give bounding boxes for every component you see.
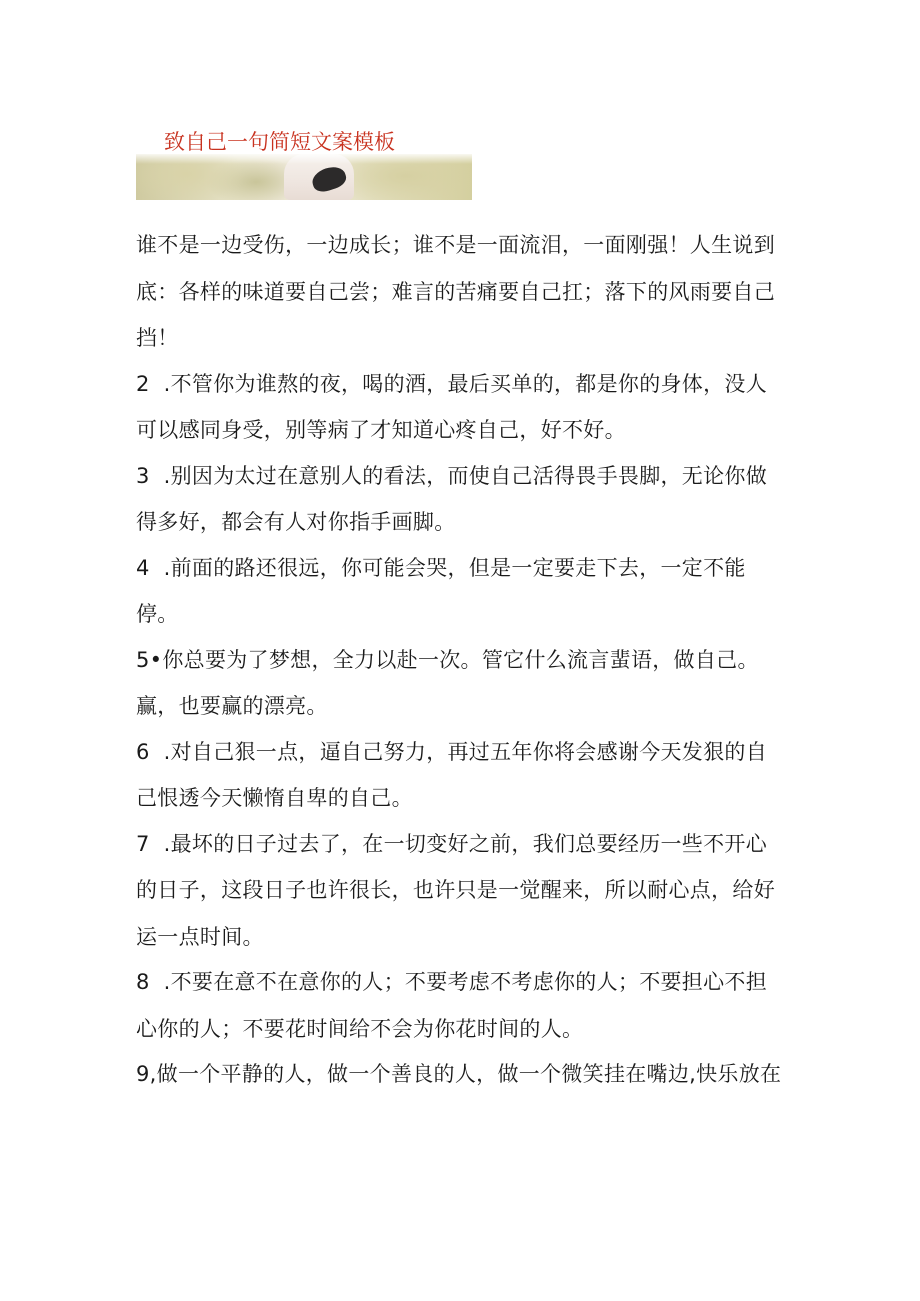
paragraph-number: 6 xyxy=(136,739,164,764)
document-body xyxy=(136,222,788,1097)
paragraph-number: 2 xyxy=(136,371,164,396)
paragraph-text: .别因为太过在意别人的看法，而使自己活得畏手畏脚，无论你做得多好，都会有人对你指手画脚。 xyxy=(136,463,767,534)
paragraph-6 xyxy=(136,729,788,822)
paragraph-5 xyxy=(136,637,788,730)
paragraph-number: 9, xyxy=(136,1062,157,1086)
paragraph-4 xyxy=(136,545,788,638)
paragraph-1 xyxy=(136,222,788,362)
paragraph-number: 3 xyxy=(136,463,164,488)
paragraph-7 xyxy=(136,821,788,961)
paragraph-text: 做一个平静的人，做一个善良的人，做一个微笑挂在嘴边,快乐放在 xyxy=(156,1062,782,1086)
document-title: 致自己一句简短文案模板 xyxy=(164,130,395,154)
paragraph-8 xyxy=(136,959,788,1052)
paragraph-3 xyxy=(136,453,788,546)
paragraph-text: 谁不是一边受伤，一边成长；谁不是一面流泪，一面刚强！人生说到底：各样的味道要自己尝；难言的苦痛要自己扛；落下的风雨要自己挡！ xyxy=(136,233,775,350)
paragraph-text: .前面的路还很远，你可能会哭，但是一定要走下去，一定不能停。 xyxy=(136,555,746,626)
title-banner xyxy=(136,112,472,200)
paragraph-text: .不要在意不在意你的人；不要考虑不考虑你的人；不要担心不担心你的人；不要花时间给不会为你花时间的人。 xyxy=(136,970,767,1041)
paragraph-9 xyxy=(136,1051,788,1098)
paragraph-number: 4 xyxy=(136,555,164,580)
paragraph-number: 7 xyxy=(136,831,164,856)
paragraph-number: 5• xyxy=(136,647,163,672)
paragraph-text: 你总要为了梦想，全力以赴一次。管它什么流言蜚语，做自己。赢，也要赢的漂亮。 xyxy=(136,647,759,718)
paragraph-text: .最坏的日子过去了，在一切变好之前，我们总要经历一些不开心的日子，这段日子也许很长，也许只是一觉醒来，所以耐心点，给好运一点时间。 xyxy=(136,831,775,949)
banner-photo-image xyxy=(136,154,472,200)
paragraph-2 xyxy=(136,361,788,454)
paragraph-text: .对自己狠一点，逼自己努力，再过五年你将会感谢今天发狠的自己恨透今天懒惰自卑的自己。 xyxy=(136,739,767,810)
paragraph-number: 8 xyxy=(136,970,164,994)
paragraph-text: .不管你为谁熬的夜，喝的酒，最后买单的，都是你的身体，没人可以感同身受，别等病了才知道心疼自己，好不好。 xyxy=(136,371,767,442)
